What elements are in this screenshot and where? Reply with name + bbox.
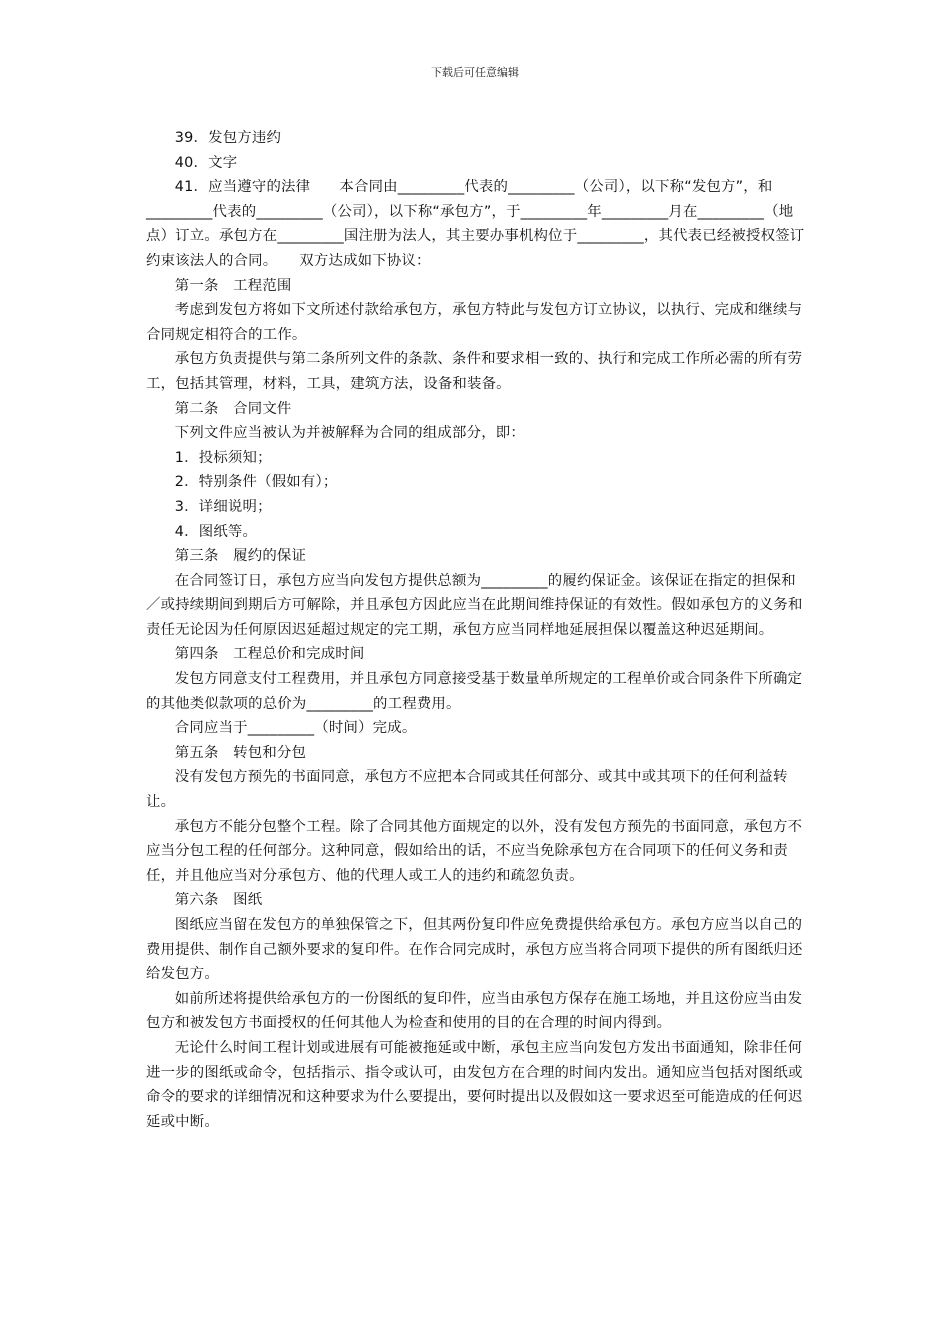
list-item: 1．投标须知；	[174, 449, 272, 466]
paragraph: 如前所述将提供给承包方的一份图纸的复印件，应当由承包方保存在施工场地，并且这份应当由发包方和被发包方书面授权的任何其他人为检查和使用的目的在合理的时间内得到。	[146, 990, 803, 1032]
article-2-heading: 第二条 合同文件	[174, 400, 292, 417]
paragraph: 承包方负责提供与第二条所列文件的条款、条件和要求相一致的、执行和完成工作所必需的所有劳工，包括其管理，材料，工具，建筑方法，设备和装备。	[146, 351, 803, 392]
article-4-heading: 第四条 工程总价和完成时间	[174, 646, 365, 663]
clause-39: 39．发包方违约	[174, 130, 282, 146]
document-body	[146, 126, 806, 1134]
article-5-heading: 第五条 转包和分包	[174, 744, 307, 761]
paragraph: 没有发包方预先的书面同意，承包方不应把本合同或其任何部分、或其中或其项下的任何利益转让。	[146, 769, 788, 811]
clause-41-preamble: 41．应当遵守的法律 本合同由_________代表的_________（公司），以下称“发包方”，和_________代表的_________（公司），以下称“承包方”，于_________年_________月在_________（地点）订立。承包方在_________国注册为法人，其主要办事机构位于_________，其代表已经被授权签订约束该法人的合同。 双方达成如下协议：	[146, 179, 805, 269]
paragraph: 无论什么时间工程计划或进展有可能被拖延或中断，承包主应当向发包方发出书面通知，除非任何进一步的图纸或命令，包括指示、指令或认可，由发包方在合理的时间内发出。通知应当包括对图纸或命令的要求的详细情况和这种要求为什么要提出，要何时提出以及假如这一要求迟至可能造成的任何迟延或中断。	[146, 1039, 803, 1130]
clause-40: 40．文字	[174, 154, 238, 171]
paragraph: 下列文件应当被认为并被解释为合同的组成部分，即：	[174, 425, 525, 442]
article-6-heading: 第六条 图纸	[174, 892, 263, 909]
list-item: 3．详细说明；	[174, 498, 272, 515]
paragraph: 考虑到发包方将如下文所述付款给承包方，承包方特此与发包方订立协议，以执行、完成和继续与合同规定相符合的工作。	[146, 302, 803, 343]
paragraph: 在合同签订日，承包方应当向发包方提供总额为_________的履约保证金。该保证在指定的担保和／或持续期间到期后方可解除，并且承包方因此应当在此期间维持保证的有效性。假如承包方的义务和责任无论因为任何原因迟延超过规定的完工期，承包方应当同样地延展担保以覆盖这种迟延期间。	[146, 572, 803, 638]
article-3-heading: 第三条 履约的保证	[174, 548, 307, 565]
paragraph: 合同应当于_________（时间）完成。	[174, 720, 417, 737]
paragraph: 图纸应当留在发包方的单独保管之下，但其两份复印件应免费提供给承包方。承包方应当以自己的费用提供、制作自己额外要求的复印件。在作合同完成时，承包方应当将合同项下提供的所有图纸归还给发包方。	[146, 917, 803, 983]
list-item: 4．图纸等。	[174, 523, 258, 540]
page-header: 下载后可任意编辑	[431, 66, 519, 79]
article-1-heading: 第一条 工程范围	[174, 277, 292, 294]
list-item: 2．特别条件（假如有）；	[174, 474, 338, 491]
paragraph: 发包方同意支付工程费用，并且承包方同意接受基于数量单所规定的工程单价或合同条件下所确定的其他类似款项的总价为_________的工程费用。	[146, 671, 803, 712]
paragraph: 承包方不能分包整个工程。除了合同其他方面规定的以外，没有发包方预先的书面同意，承包方不应当分包工程的任何部分。这种同意，假如给出的话，不应当免除承包方在合同项下的任何义务和责任，并且他应当对分承包方、他的代理人或工人的违约和疏忽负责。	[146, 818, 803, 884]
